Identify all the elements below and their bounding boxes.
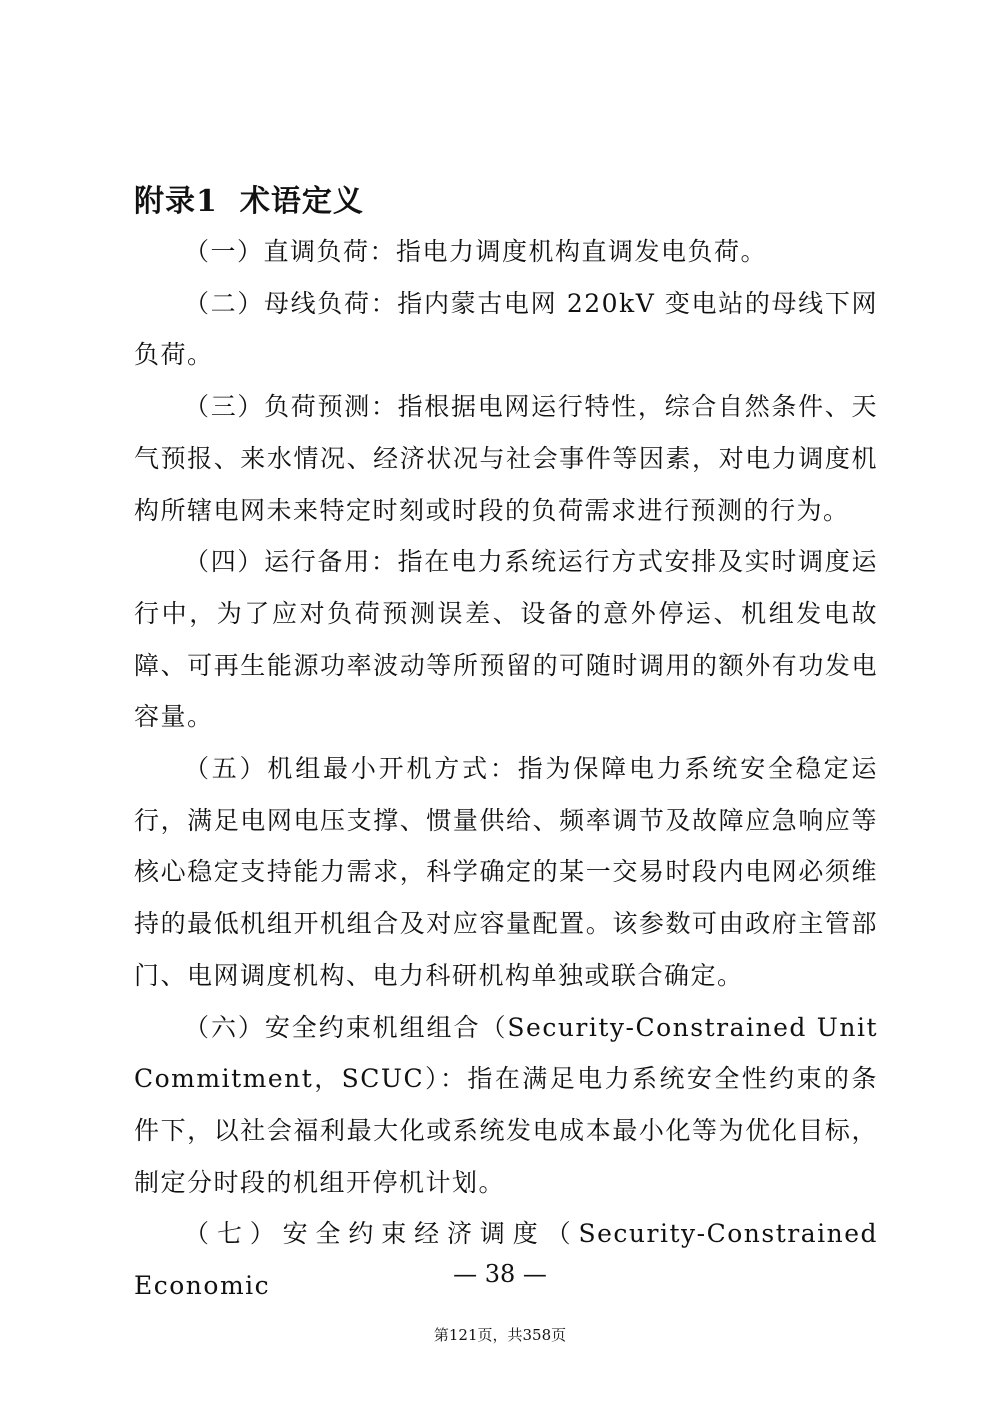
page-counter: 第121页，共358页 [433,1326,567,1344]
document-body [134,226,878,1312]
term-operating-reserve: （四）运行备用：指在电力系统运行方式安排及实时调度运行中，为了应对负荷预测误差、设备的意外停运、机组发电故障、可再生能源功率波动等所预留的可随时调用的额外有功发电容量。 [134,547,878,732]
page-number: — 38 — [453,1260,547,1288]
term-sced: （七）安全约束经济调度（Security-Constrained Economic [134,1219,878,1301]
term-scuc: （六）安全约束机组组合（Security-Constrained Unit Commitment，SCUC）：指在满足电力系统安全性约束的条件下，以社会福利最大化或系统发电成本最小化等为优化目标，制定分时段的机组开停机计划。 [134,1012,878,1197]
term-minimum-unit-startup: （五）机组最小开机方式：指为保障电力系统安全稳定运行，满足电网电压支撑、惯量供给、频率调节及故障应急响应等核心稳定支持能力需求，科学确定的某一交易时段内电网必须维持的最低机组开机组合及对应容量配置。该参数可由政府主管部门、电网调度机构、电力科研机构单独或联合确定。 [134,754,878,990]
term-direct-load: （一）直调负荷：指电力调度机构直调发电负荷。 [184,237,768,266]
appendix-label: 附录1 [134,184,218,219]
appendix-title [134,176,364,220]
appendix-title-text: 术语定义 [239,184,364,219]
term-bus-load: （二）母线负荷：指内蒙古电网 220kV 变电站的母线下网负荷。 [134,288,878,370]
term-load-forecast: （三）负荷预测：指根据电网运行特性，综合自然条件、天气预报、来水情况、经济状况与社会事件等因素，对电力调度机构所辖电网未来特定时刻或时段的负荷需求进行预测的行为。 [134,392,878,525]
